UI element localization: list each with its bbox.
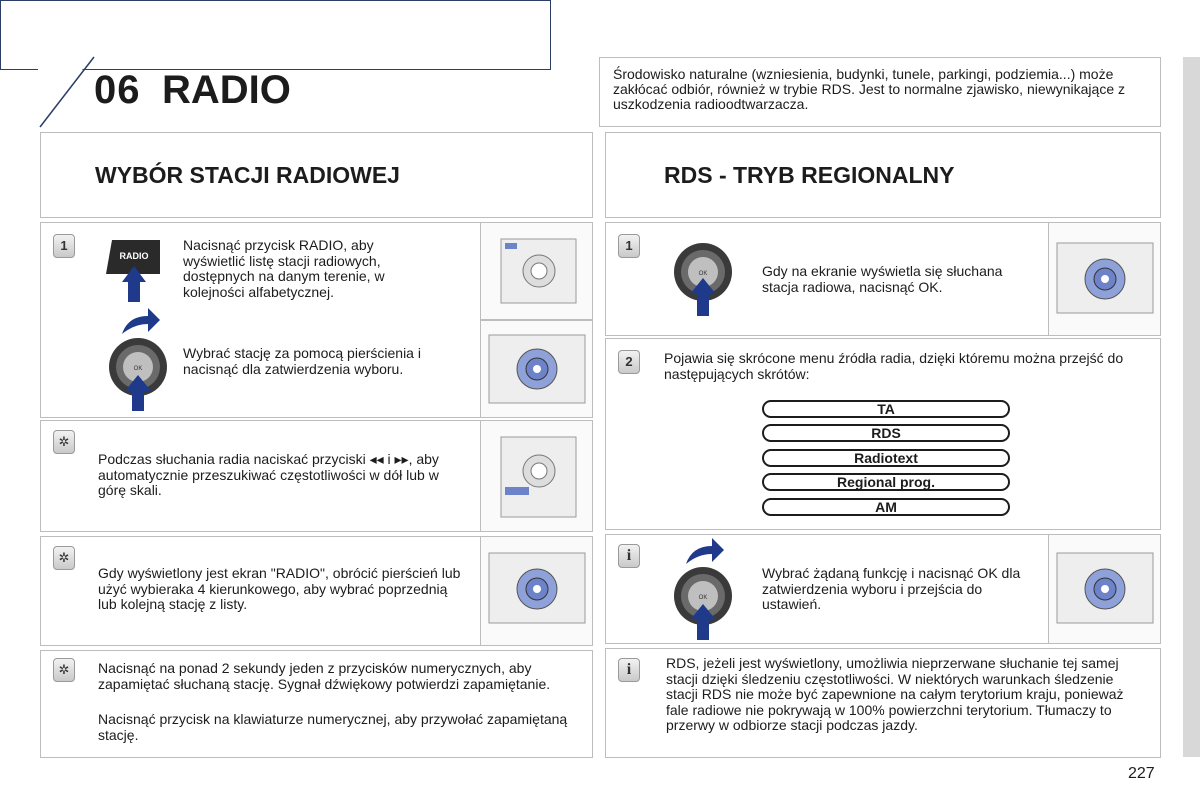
- chapter-sidebar-tab: [1183, 57, 1200, 757]
- info-icon: i: [618, 658, 640, 682]
- svg-text:OK: OK: [698, 595, 708, 601]
- left-step1-text-a: Nacisnąć przycisk RADIO, aby wyświetlić listę stacji radiowych, dostępnych na danym terenie, w kolejności alfabetycznej.: [183, 237, 385, 300]
- menu-option-am: AM: [762, 498, 1010, 516]
- left-tip2-text: Gdy wyświetlony jest ekran "RADIO", obrócić pierścień lub użyć wybieraka 4 kierunkowego, aby wybrać poprzednią lub kolejną stację z listy.: [98, 565, 461, 612]
- tip-icon: ✲: [53, 658, 75, 682]
- left-tip3-text-b: Nacisnąć przycisk na klawiaturze numerycznej, aby przywołać zapamiętaną stację.: [98, 711, 568, 743]
- right-info1-text: Wybrać żądaną funkcję i nacisnąć OK dla zatwierdzenia wyboru i przejścia do ustawień.: [762, 565, 1021, 612]
- svg-text:OK: OK: [133, 366, 143, 372]
- right-info2-text: RDS, jeżeli jest wyświetlony, umożliwia nieprzerwane słuchanie tej samej stacji dzięki śledzeniu częstotliwości. W niektórych warunkach śledzenie stacji RDS nie może być zapewnione na całym terytorium kraju, ponieważ fale radiowe nie pokrywają w 100% powierzchni terytorium. Tłumaczy to przerwy w odbiorze stacji podczas jazdy.: [666, 655, 1124, 733]
- menu-option-rds: RDS: [762, 424, 1010, 442]
- dashboard-thumb: [480, 222, 593, 320]
- radio-button-label: RADIO: [119, 251, 149, 261]
- left-tip1-text: Podczas słuchania radia naciskać przyciski ◂◂ i ▸▸, aby automatycznie przeszukiwać częstotliwości w dół lub w górę skali.: [98, 451, 439, 498]
- page-number: 227: [1128, 765, 1155, 782]
- left-step1-text-b: Wybrać stację za pomocą pierścienia i nacisnąć dla zatwierdzenia wyboru.: [183, 345, 421, 377]
- dashboard-thumb: [1048, 534, 1161, 644]
- rotate-arrow-icon: [118, 306, 162, 338]
- ok-knob-icon: [670, 564, 736, 642]
- right-step1-text: Gdy na ekranie wyświetla się słuchana stacja radiowa, nacisnąć OK.: [762, 263, 1003, 295]
- menu-option-regional-prog: Regional prog.: [762, 473, 1010, 491]
- ok-knob-icon: [105, 335, 171, 413]
- dashboard-thumb: [1048, 222, 1161, 336]
- left-heading: WYBÓR STACJI RADIOWEJ: [95, 162, 400, 188]
- tip-icon: ✲: [53, 430, 75, 454]
- dashboard-thumb: [480, 420, 593, 532]
- radio-button-icon: [104, 234, 166, 304]
- left-tip3-text-a: Nacisnąć na ponad 2 sekundy jeden z przycisków numerycznych, aby zapamiętać słuchaną stację. Sygnał dźwiękowy potwierdzi zapamiętanie.: [98, 660, 551, 692]
- ok-knob-icon: [670, 240, 736, 318]
- chapter-title: RADIO: [162, 68, 291, 112]
- step-badge: 1: [618, 234, 640, 258]
- chapter-number: 06: [94, 68, 141, 112]
- step-badge: 1: [53, 234, 75, 258]
- menu-option-ta: TA: [762, 400, 1010, 418]
- dashboard-thumb: [480, 320, 593, 418]
- info-icon: i: [618, 544, 640, 568]
- dashboard-thumb: [480, 536, 593, 646]
- intro-note: Środowisko naturalne (wzniesienia, budynki, tunele, parkingi, podziemia...) może zakłócać odbiór, również w trybie RDS. Jest to normalne zjawisko, niewynikające z uszkodzenia radioodtwarzacza.: [613, 66, 1125, 112]
- menu-option-radiotext: Radiotext: [762, 449, 1010, 467]
- right-heading: RDS - TRYB REGIONALNY: [664, 162, 955, 188]
- svg-text:OK: OK: [698, 271, 708, 277]
- right-step2-text: Pojawia się skrócone menu źródła radia, dzięki któremu można przejść do następujących skrótów:: [664, 350, 1124, 382]
- step-badge: 2: [618, 350, 640, 374]
- tip-icon: ✲: [53, 546, 75, 570]
